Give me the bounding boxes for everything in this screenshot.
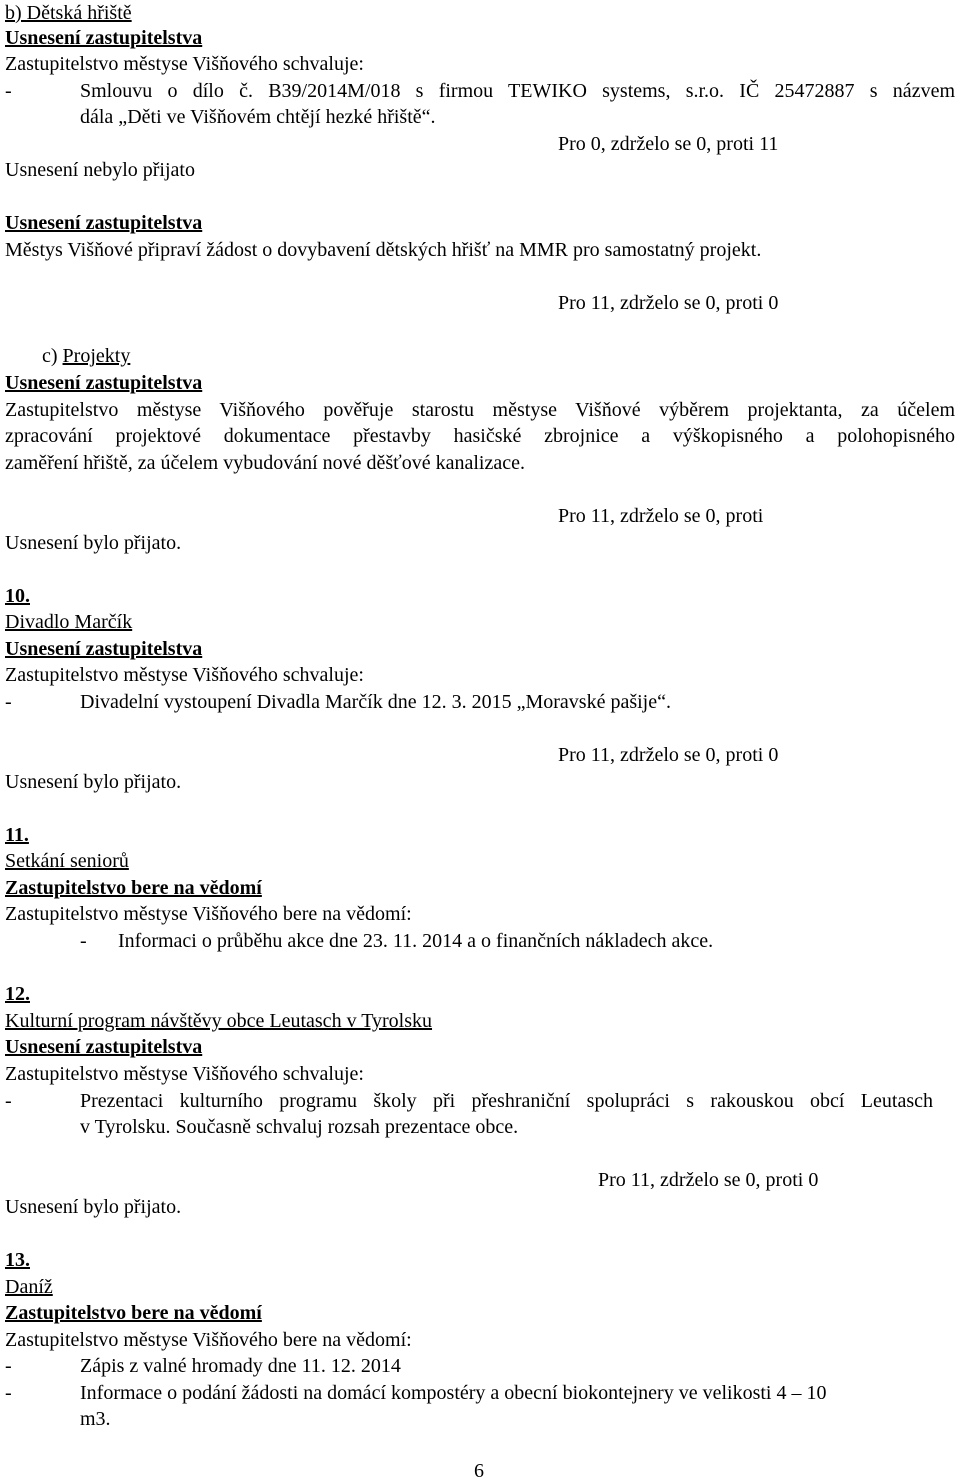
vote-result: Pro 11, zdrželo se 0, proti 0	[558, 292, 779, 314]
bullet-dash: -	[5, 80, 12, 102]
vote-result: Pro 11, zdrželo se 0, proti 0	[598, 1169, 819, 1191]
bullet-text: Prezentaci kulturního programu školy při přeshraniční spolupráci s rakouskou obcí Leutasch	[80, 1090, 933, 1112]
resolution-intro: Zastupitelstvo městyse Višňového bere na vědomí:	[5, 1329, 412, 1351]
bullet-text: Informace o podání žádosti na domácí kompostéry a obecní biokontejnery ve velikosti 4 – 10	[80, 1382, 827, 1404]
page-number: 6	[474, 1460, 484, 1482]
bullet-text: Smlouvu o dílo č. B39/2014M/018 s firmou TEWIKO systems, s.r.o. IČ 25472887 s názvem	[80, 80, 955, 102]
bullet-text-cont: v Tyrolsku. Současně schvaluj rozsah prezentace obce.	[80, 1116, 519, 1138]
vote-result: Pro 11, zdrželo se 0, proti	[558, 505, 764, 527]
resolution-text: Městys Višňové připraví žádost o dovybavení dětských hřišť na MMR pro samostatný projekt.	[5, 239, 762, 261]
section-b-heading	[5, 0, 132, 26]
vote-result: Pro 0, zdrželo se 0, proti 11	[558, 133, 779, 155]
bullet-dash: -	[80, 930, 87, 952]
item-number: 13.	[5, 1249, 30, 1271]
resolution-title: Usnesení zastupitelstva	[5, 212, 203, 234]
resolution-title: Usnesení zastupitelstva	[5, 638, 203, 660]
resolution-title: Zastupitelstvo bere na vědomí	[5, 1302, 262, 1324]
resolution-intro: Zastupitelstvo městyse Višňového schvaluje:	[5, 53, 364, 75]
bullet-text: Divadelní vystoupení Divadla Marčík dne 12. 3. 2015 „Moravské pašije“.	[80, 691, 671, 713]
resolution-intro: Zastupitelstvo městyse Višňového schvaluje:	[5, 664, 364, 686]
resolution-status: Usnesení bylo přijato.	[5, 771, 182, 793]
bullet-dash: -	[5, 1355, 12, 1377]
resolution-text-cont: zpracování projektové dokumentace přestavby hasičské zbrojnice a výškopisného a polohopisného	[5, 425, 955, 447]
item-number: 10.	[5, 585, 30, 607]
bullet-dash: -	[5, 691, 12, 713]
resolution-title: Usnesení zastupitelstva	[5, 372, 203, 394]
resolution-title: Usnesení zastupitelstva	[5, 1036, 203, 1058]
bullet-text: Zápis z valné hromady dne 11. 12. 2014	[80, 1355, 401, 1377]
item-number: 12.	[5, 983, 30, 1005]
section-c-heading	[42, 343, 130, 369]
resolution-status: Usnesení nebylo přijato	[5, 159, 195, 181]
section-c-label: c)	[42, 345, 63, 367]
item-title: Kulturní program návštěvy obce Leutasch v Tyrolsku	[5, 1010, 433, 1032]
resolution-status: Usnesení bylo přijato.	[5, 532, 182, 554]
item-title: Setkání seniorů	[5, 850, 129, 872]
resolution-intro: Zastupitelstvo městyse Višňového bere na vědomí:	[5, 903, 412, 925]
bullet-text-cont: dála „Děti ve Višňovém chtějí hezké hřiště“.	[80, 106, 436, 128]
item-number: 11.	[5, 824, 29, 846]
bullet-text: Informaci o průběhu akce dne 23. 11. 2014 a o finančních nákladech akce.	[118, 930, 714, 952]
vote-result: Pro 11, zdrželo se 0, proti 0	[558, 744, 779, 766]
bullet-text-cont: m3.	[80, 1408, 111, 1430]
resolution-title: Usnesení zastupitelstva	[5, 27, 203, 49]
resolution-title: Zastupitelstvo bere na vědomí	[5, 877, 262, 899]
resolution-status: Usnesení bylo přijato.	[5, 1196, 182, 1218]
bullet-dash: -	[5, 1090, 12, 1112]
section-c-heading-text: Projekty	[62, 345, 131, 367]
item-title: Daníž	[5, 1276, 53, 1298]
item-title: Divadlo Marčík	[5, 611, 133, 633]
resolution-intro: Zastupitelstvo městyse Višňového schvaluje:	[5, 1063, 364, 1085]
resolution-text-cont: zaměření hřiště, za účelem vybudování nové děšťové kanalizace.	[5, 452, 525, 474]
bullet-dash: -	[5, 1382, 12, 1404]
resolution-text: Zastupitelstvo městyse Višňového pověřuje starostu městyse Višňové výběrem projektanta, za účelem	[5, 399, 955, 421]
section-b-heading-text: b) Dětská hřiště	[5, 2, 132, 24]
